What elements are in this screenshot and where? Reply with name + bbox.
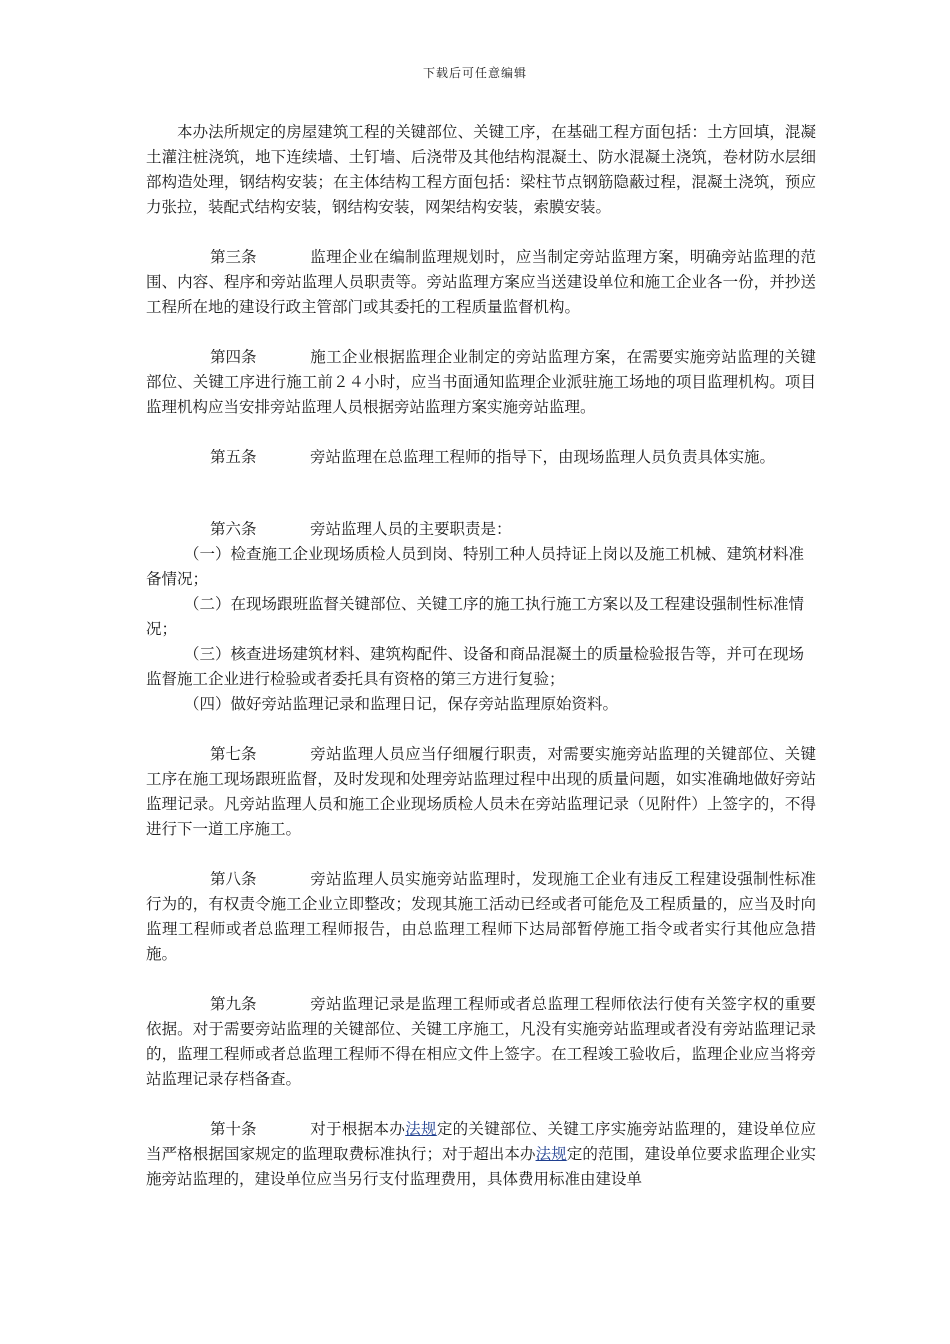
article-10-text-2: 定的关键部位、关键工序实施旁站监理的，建设单位应当严格根据国家规定的监理取费标准执行；对于超出本办 xyxy=(146,1120,816,1163)
article-10 xyxy=(146,1117,816,1192)
document-body xyxy=(146,120,816,1192)
article-6-number: 第六条 xyxy=(210,520,257,538)
intro-paragraph: 本办法所规定的房屋建筑工程的关键部位、关键工序，在基础工程方面包括：土方回填，混凝土灌注桩浇筑，地下连续墙、土钉墙、后浇带及其他结构混凝土、防水混凝土浇筑，卷材防水层细部构造处理，钢结构安装；在主体结构工程方面包括：梁柱节点钢筋隐蔽过程，混凝土浇筑，预应力张拉，装配式结构安装，钢结构安装，网架结构安装，索膜安装。 xyxy=(146,123,816,216)
article-10-number: 第十条 xyxy=(210,1120,257,1138)
article-5-number: 第五条 xyxy=(210,448,257,466)
regulation-link[interactable]: 法规 xyxy=(405,1120,437,1138)
article-10-text-1: 对于根据本办 xyxy=(310,1120,406,1138)
article-6-text: 旁站监理人员的主要职责是： xyxy=(310,520,512,538)
article-3 xyxy=(146,245,816,320)
article-5-text: 旁站监理在总监理工程师的指导下，由现场监理人员负责具体实施。 xyxy=(310,448,776,466)
article-6-item: （三）核查进场建筑材料、建筑构配件、设备和商品混凝土的质量检验报告等，并可在现场监督施工企业进行检验或者委托具有资格的第三方进行复验； xyxy=(146,645,805,688)
article-4-number: 第四条 xyxy=(210,348,257,366)
article-7-text: 旁站监理人员应当仔细履行职责，对需要实施旁站监理的关键部位、关键工序在施工现场跟班监督，及时发现和处理旁站监理过程中出现的质量问题，如实准确地做好旁站监理记录。凡旁站监理人员和施工企业现场质检人员未在旁站监理记录（见附件）上签字的，不得进行下一道工序施工。 xyxy=(146,745,816,838)
article-4-text: 施工企业根据监理企业制定的旁站监理方案，在需要实施旁站监理的关键部位、关键工序进行施工前２４小时，应当书面通知监理企业派驻施工场地的项目监理机构。项目监理机构应当安排旁站监理人员根据旁站监理方案实施旁站监理。 xyxy=(146,348,816,416)
article-6-item: （四）做好旁站监理记录和监理日记，保存旁站监理原始资料。 xyxy=(184,695,619,713)
page-header: 下载后可任意编辑 xyxy=(422,66,527,80)
article-6 xyxy=(146,517,816,542)
article-8-text: 旁站监理人员实施旁站监理时，发现施工企业有违反工程建设强制性标准行为的，有权责令施工企业立即整改；发现其施工活动已经或者可能危及工程质量的，应当及时向监理工程师或者总监理工程师报告，由总监理工程师下达局部暂停施工指令或者实行其他应急措施。 xyxy=(146,870,816,963)
article-3-text: 监理企业在编制监理规划时，应当制定旁站监理方案，明确旁站监理的范围、内容、程序和旁站监理人员职责等。旁站监理方案应当送建设单位和施工企业各一份，并抄送工程所在地的建设行政主管部门或其委托的工程质量监督机构。 xyxy=(146,248,816,316)
article-5 xyxy=(146,445,816,470)
article-6-item: （一）检查施工企业现场质检人员到岗、特别工种人员持证上岗以及施工机械、建筑材料准备情况； xyxy=(146,545,805,588)
article-6-item: （二）在现场跟班监督关键部位、关键工序的施工执行施工方案以及工程建设强制性标准情况； xyxy=(146,595,805,638)
article-8-number: 第八条 xyxy=(210,870,257,888)
article-3-number: 第三条 xyxy=(210,248,257,266)
article-4 xyxy=(146,345,816,420)
article-9 xyxy=(146,992,816,1092)
article-7 xyxy=(146,742,816,842)
regulation-link[interactable]: 法规 xyxy=(535,1145,567,1163)
article-8 xyxy=(146,867,816,967)
article-9-text: 旁站监理记录是监理工程师或者总监理工程师依法行使有关签字权的重要依据。对于需要旁站监理的关键部位、关键工序施工，凡没有实施旁站监理或者没有旁站监理记录的，监理工程师或者总监理工程师不得在相应文件上签字。在工程竣工验收后，监理企业应当将旁站监理记录存档备查。 xyxy=(146,995,816,1088)
article-9-number: 第九条 xyxy=(210,995,257,1013)
article-10-text-3: 定的范围，建设单位要求监理企业实施旁站监理的，建设单位应当另行支付监理费用，具体费用标准由建设单 xyxy=(146,1145,816,1188)
article-7-number: 第七条 xyxy=(210,745,257,763)
